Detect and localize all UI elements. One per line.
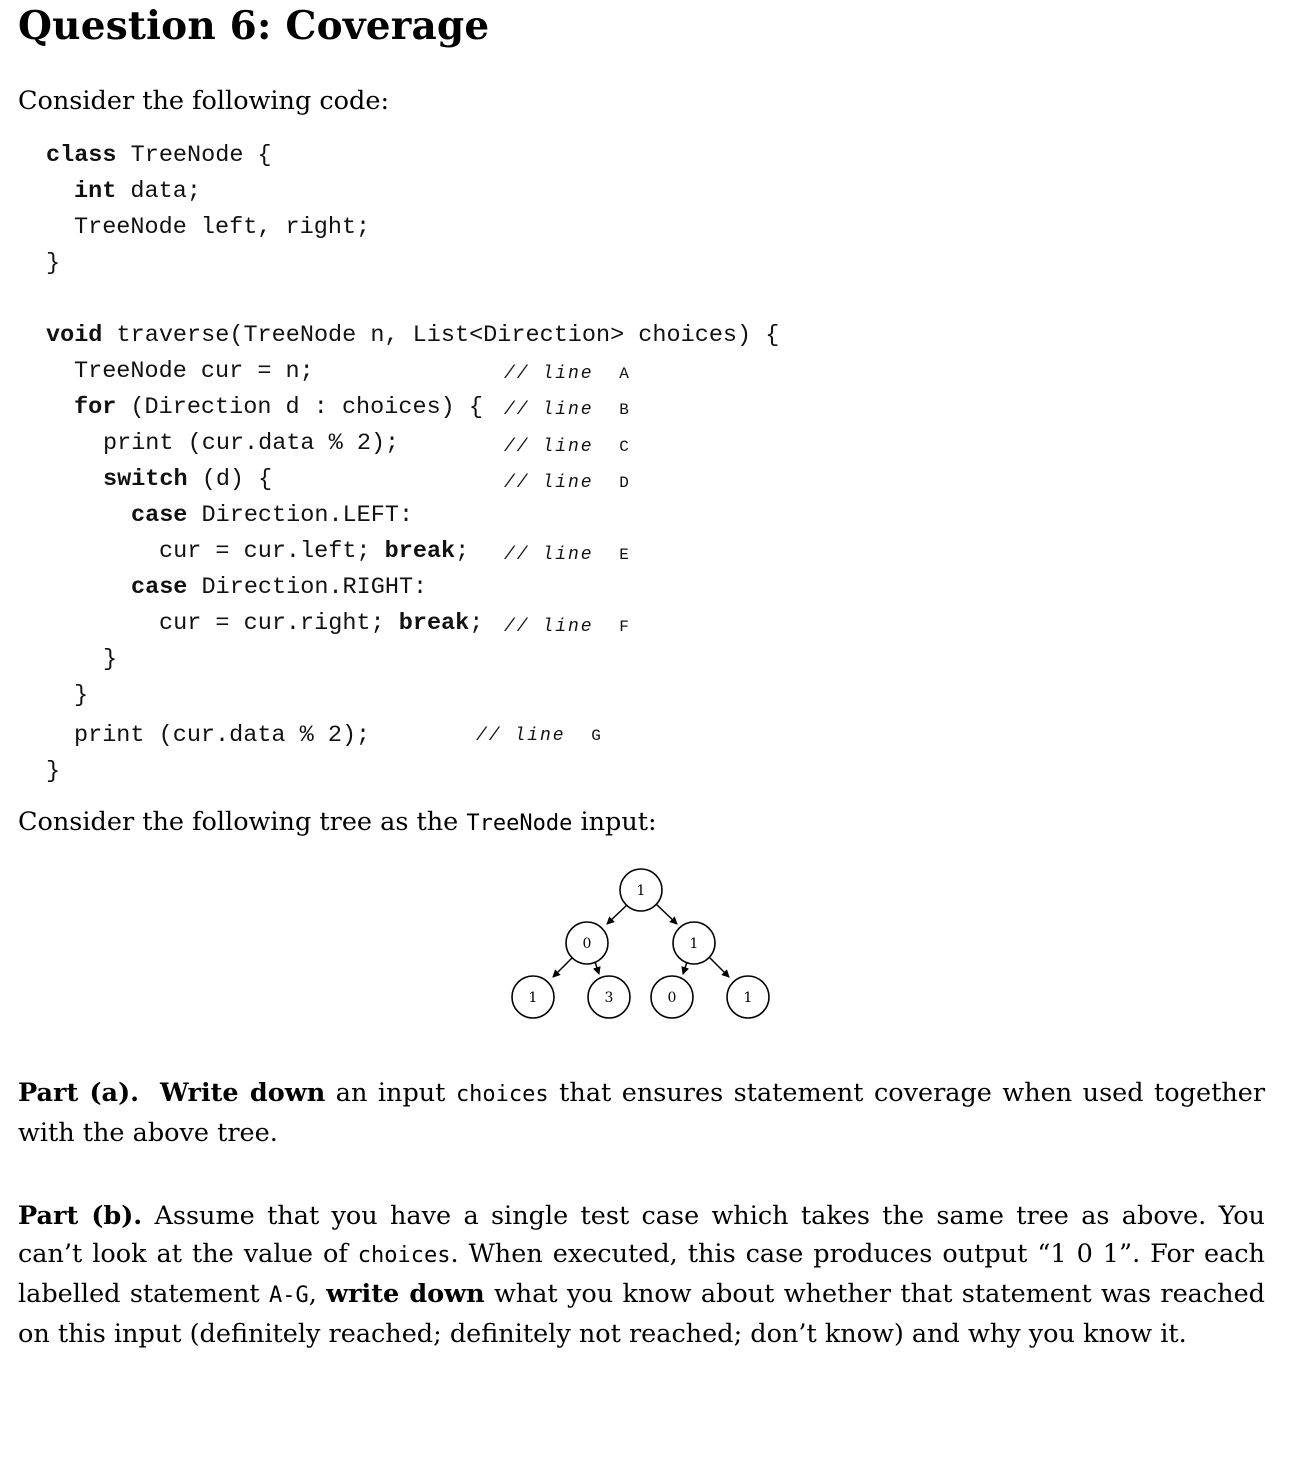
comment-line-f: // line F	[504, 617, 631, 637]
code-line-15: }	[103, 646, 118, 673]
svg-text:0: 0	[582, 936, 592, 952]
tree-edge-left-left	[553, 957, 573, 977]
code-line-7: TreeNode cur = n;	[74, 358, 314, 385]
code-line-13: case Direction.RIGHT:	[131, 574, 428, 601]
tree-edge-root-left	[607, 904, 628, 924]
svg-text:1: 1	[528, 990, 538, 1006]
code-line-14: cur = cur.right; break;	[159, 610, 484, 637]
intro-text: Consider the following code:	[18, 86, 390, 116]
svg-text:1: 1	[743, 990, 753, 1006]
comment-line-b: // line B	[504, 400, 631, 420]
tree-node-right	[673, 922, 715, 964]
code-line-16: }	[74, 682, 89, 709]
code-line-17: print (cur.data % 2);	[74, 722, 371, 749]
part-b-text: Part (b). Assume that you have a single test case which takes the same tree as above. You can’t look at the value of choices. When executed, this case produces output “1 0 1”. For each labelled statement A-G, write down what you know about whether that statement was reached on this input (definitely reached; definitely not reached; don’t know) and why you know it.	[18, 1201, 1265, 1349]
comment-line-d: // line D	[504, 473, 631, 493]
svg-text:1: 1	[689, 936, 699, 952]
tree-diagram	[500, 860, 790, 1030]
tree-edge-right-right	[709, 957, 729, 977]
comment-line-a: // line A	[504, 364, 631, 384]
tree-node-left-left	[512, 976, 554, 1018]
comment-line-g: // line G	[476, 726, 603, 746]
part-a-text: Part (a). Write down an input choices that ensures statement coverage when used together with the above tree.	[18, 1078, 1266, 1148]
code-line-10: switch (d) {	[103, 466, 273, 493]
tree-node-root	[620, 869, 662, 911]
tree-node-right-left	[651, 976, 693, 1018]
tree-edge-root-right	[656, 904, 677, 924]
code-line-1: class TreeNode {	[46, 142, 272, 169]
code-line-18: }	[46, 758, 61, 785]
code-line-2: int data;	[74, 178, 201, 205]
code-line-9: print (cur.data % 2);	[103, 430, 400, 457]
code-line-12: cur = cur.left; break;	[159, 538, 470, 565]
code-line-11: case Direction.LEFT:	[131, 502, 414, 529]
tree-node-left	[566, 922, 608, 964]
comment-line-e: // line E	[504, 545, 631, 565]
svg-text:3: 3	[604, 990, 614, 1006]
tree-intro-text: Consider the following tree as the TreeNode input:	[18, 807, 657, 837]
svg-text:1: 1	[636, 883, 646, 899]
svg-text:0: 0	[667, 990, 677, 1006]
code-line-8: for (Direction d : choices) {	[74, 394, 483, 421]
comment-line-c: // line C	[504, 437, 631, 457]
tree-node-right-right	[727, 976, 769, 1018]
code-line-6: void traverse(TreeNode n, List<Direction> choices) {	[46, 322, 780, 349]
question-title: Question 6: Coverage	[18, 3, 490, 49]
code-line-3: TreeNode left, right;	[74, 214, 371, 241]
code-line-4: }	[46, 250, 61, 277]
tree-node-left-right	[588, 976, 630, 1018]
